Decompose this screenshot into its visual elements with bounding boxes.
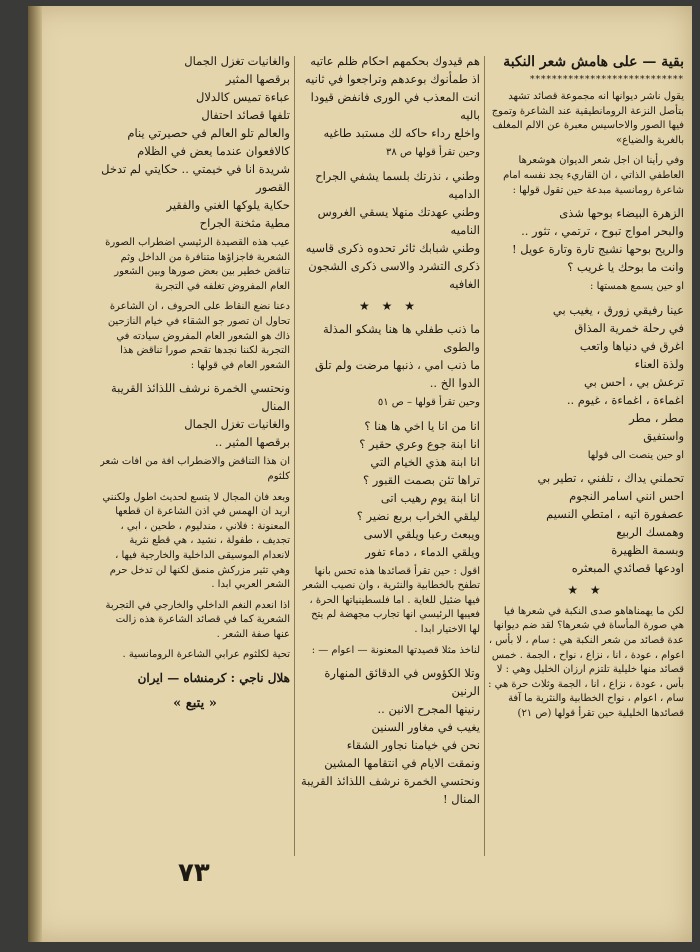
verse-line: والريح بوحها نشيج تارة وتارة عويل ! xyxy=(511,242,684,257)
verse-line: ويبعث رعبا ويلقي الاسى xyxy=(363,526,480,541)
magazine-page xyxy=(28,6,692,942)
verse-block xyxy=(100,52,290,232)
paragraph: دعنا نضع النقاط على الحروف ، ان الشاعرة تحاول ان تصور جو الشقاء في خيام النازحين ذاك هو الشعور العام المفروض سيادته في التجربة لكننا نجدها تقحم صورا تناقض هذا الشعور العام في قولها : xyxy=(107,301,290,371)
page-number: ٧٣ xyxy=(178,858,210,888)
page-reference: وحين تقرأ قولها ص ٣٨ xyxy=(386,147,480,158)
verse-line: والغانيات تغزل الجمال xyxy=(184,417,290,432)
verse-line: تحملني يداك ، تلفني ، تطير بي xyxy=(537,471,684,486)
paragraph: لكن ما يهمناهاهو صدى النكبة في شعرها فيا هي صورة المأساة في شعرها؟ لقد ضم ديوانها عدة قصائد من شعر النكبة هي : سام ، لا بأس ، اعوام ، عودة ، انا ، نزاع ، نواح ، الجمة . خمس قصائد منها خليلية تلتزم ارزان الخليل وهي : لا بأس ، عودة ، نزاع ، انا ، الجمة وثلاث حرة هي : سام ، اعوام ، نواح الخطابية والنثرية ما آفة قصائدها الخليلية حين تقرأ قولها (ص ٢١) xyxy=(488,605,684,719)
verse-line: ونمقت الايام في انتقامها المشين xyxy=(324,756,480,771)
verse-line: اغرق في دنياها واتعب xyxy=(579,338,684,353)
left-column xyxy=(100,52,290,942)
verse-block xyxy=(488,204,684,276)
paragraph: عيب هذه القصيدة الرئيسي اضطراب الصورة الشعرية فاجزاؤها متنافرة من الداخل وثم تناقض خطير بين بعض صورها وبين الشعور العام المفروض تغلفه في التجربة xyxy=(105,237,290,292)
paragraph: وفي رأينا ان اجل شعر الديوان هوشعرها العاطفي الذاتي ، ان القاريء يجد نفسه امام شاعرة رومانسية مبدعة حين تقول قولها : xyxy=(503,155,684,196)
verse-line: انت المعذب في الورى فانفض قيودا باليه xyxy=(310,90,480,122)
verse-block xyxy=(488,469,684,577)
verse-line: عصفورة اتيه ، امتطي النسيم xyxy=(546,507,684,522)
paragraph: اقول : حين تقرأ قصائدها هذه تحس بانها تطفح بالخطابية والنثرية ، وان نصيب الشعر فيها ضئيل للغاية . اما فلسطينياتها الحرة ، فعيبها الرئيسي انها تجارب مجهضة لم يتح لها الاختيار ابدا . xyxy=(302,565,480,635)
verse-line: في رحلة خمرية المذاق xyxy=(574,320,684,335)
verse-line: ونحتسي الخمرة نرشف اللذائذ القريبة المنال xyxy=(110,381,290,414)
verse-line: اذ طمأنوك بوعدهم وتراجعوا في ثانيه xyxy=(305,72,480,86)
section-separator: ★ ★ ★ xyxy=(359,298,419,313)
verse-line: احس انني اسامر النجوم xyxy=(569,489,684,504)
verse-line: مطر ، مطر xyxy=(629,410,684,425)
verse-line: وتلا الكؤوس في الدقائق المنهارة الرنين xyxy=(324,666,480,699)
verse-line: عباءة تميس كالدلال xyxy=(196,90,290,104)
verse-block xyxy=(298,417,480,561)
verse-line: انا من انا يا اخي ها هنا ؟ xyxy=(364,418,480,433)
verse-line: برقصها المثير .. xyxy=(214,435,290,450)
verse-block xyxy=(298,52,480,142)
author-byline: هلال ناجي : كرمنشاه — ايران xyxy=(137,671,290,686)
verse-line: هم قيدوك بحكمهم احكام ظلم عاتيه xyxy=(310,54,480,68)
paragraph: ان هذا التناقض والاضطراب افة من افات شعر كلثوم xyxy=(100,456,290,482)
paragraph: اذا انعدم النغم الداخلي والخارجي في التجربة الشعرية كما في قصائد الشاعرة هذه زالت عنها صفة الشعر . xyxy=(105,599,290,640)
paragraph: او حين ينصت الى قولها xyxy=(587,449,684,461)
verse-line: اغماءة ، اغماءة ، غيوم .. xyxy=(566,392,684,407)
verse-line: وانت ما بوحك يا غريب ؟ xyxy=(567,260,684,275)
paragraph: تحية لكلثوم عرابي الشاعرة الرومانسية . xyxy=(122,649,290,661)
verse-line: ويلقي الدماء ، دماء تفور xyxy=(365,544,480,559)
verse-line: برقصها المثير xyxy=(225,72,290,86)
verse-line: ونحتسي الخمرة نرشف اللذائذ القريبة المنال ! xyxy=(300,774,480,807)
right-column xyxy=(488,52,684,882)
verse-line: ولذة العناء xyxy=(634,356,684,371)
verse-line: الزهرة البيضاء بوحها شذى xyxy=(559,206,684,221)
verse-line: ذكرى التشرد والاسى ذكرى الشجون الغافيه xyxy=(308,258,480,291)
section-separator: ★ ★ xyxy=(567,583,605,598)
verse-line: والعالم تلو العالم في حصيرتي ينام xyxy=(127,126,290,140)
column-rule xyxy=(484,56,485,856)
verse-line: ما ذنب امي ، ذنبها مرضت ولم تلق الدوا الخ .. xyxy=(315,358,480,390)
verse-line: شريدة انا في خيمتي .. حكايتي لم تدخل القصور xyxy=(101,162,290,194)
verse-line: انا ابنة يوم رهيب اتى xyxy=(380,490,480,505)
verse-line: واستفيق xyxy=(643,428,684,443)
verse-line: حكاية يلوكها الغني والفقير xyxy=(166,198,290,212)
verse-block xyxy=(298,320,480,392)
verse-line: كالافعوان عندما يعض في الظلام xyxy=(137,144,290,158)
column-rule xyxy=(294,56,295,856)
paragraph: او حين يسمع همستها : xyxy=(590,281,684,293)
to-be-continued: « يتبع » xyxy=(173,696,217,712)
verse-line: تلفها قصائد احتفال xyxy=(201,108,290,122)
verse-line: ما ذنب طفلي ها هنا يشكو المذلة والطوى xyxy=(323,322,480,354)
verse-line: ترعش بي ، احس بي xyxy=(584,374,684,389)
intro-paragraph: يقول ناشر ديوانها انه مجموعة قصائد تشهد بتأصل النزعة الرومانطيقية عند الشاعرة وتموج فيها الصور والاحاسيس معبرة عن الالم المغلف بالغربة والضياع» xyxy=(491,91,684,146)
verse-line: انا ابنة جوع وعري حقير ؟ xyxy=(359,436,480,451)
verse-line: وبسمة الظهيرة xyxy=(611,543,684,558)
verse-line: ليلقي الخراب بربع نضير ؟ xyxy=(356,508,480,523)
middle-column xyxy=(298,52,480,882)
verse-block xyxy=(298,664,480,808)
verse-line: واخلع رداء حاكه لك مستبد طاغيه xyxy=(323,126,480,140)
verse-block xyxy=(100,379,290,451)
verse-line: تراها تئن بصمت القبور ؟ xyxy=(362,472,480,487)
verse-line: وهمسك الربيع xyxy=(616,525,684,540)
paragraph: لناخذ مثلا قصيدتها المعنونة — اعوام — : xyxy=(311,644,480,656)
verse-line: وطني شبابك ثائر تحدوه ذكرى قاسيه xyxy=(305,240,480,255)
page-reference: وحين تقرأ قولها – ص ٥١ xyxy=(377,397,480,408)
verse-line: وطني ، نذرتك بلسما يشفي الجراح الداميه xyxy=(315,168,480,201)
verse-line: مطية مثخنة الجراح xyxy=(199,216,290,230)
verse-line: والبحر امواج تبوح ، ترتمي ، تثور .. xyxy=(521,224,684,239)
article-headline: بقية — على هامش شعر النكبة xyxy=(503,54,684,70)
verse-line: يغيب في مغاور السنين xyxy=(371,720,480,735)
paragraph: وبعد فان المجال لا يتسع لحديث اطول ولكنني اريد ان الهمس في اذن الشاعرة ان قطعها المعنونة : فلاني ، مندليوم ، طحين ، ابي ، تجديف ، طفولة ، نشيد ، هي قطع نثرية لانعدام الموسيقى الداخلية والخارجية فيها ، وهي تثير مزركش منمق لكنها لن تدخل حرم الشعر العربي ابدا . xyxy=(102,491,290,591)
verse-line: عينا رفيقي زورق ، يغيب بي xyxy=(552,302,684,317)
verse-line: نحن في خيامنا نجاور الشقاء xyxy=(346,738,480,753)
verse-line: وطني عهدتك منهلا يسقي الغروس الناميه xyxy=(317,204,480,237)
verse-line: اودعها قصائدي المبعثره xyxy=(571,561,684,576)
verse-line: انا ابنة هذي الخيام التي xyxy=(370,454,480,469)
verse-line: رنينها المجرح الانين .. xyxy=(377,702,480,717)
verse-block xyxy=(488,301,684,445)
page-edge xyxy=(28,6,42,942)
stars-divider: **************************** xyxy=(530,75,684,85)
verse-line: والغانيات تغزل الجمال xyxy=(184,54,290,68)
verse-block xyxy=(298,167,480,293)
